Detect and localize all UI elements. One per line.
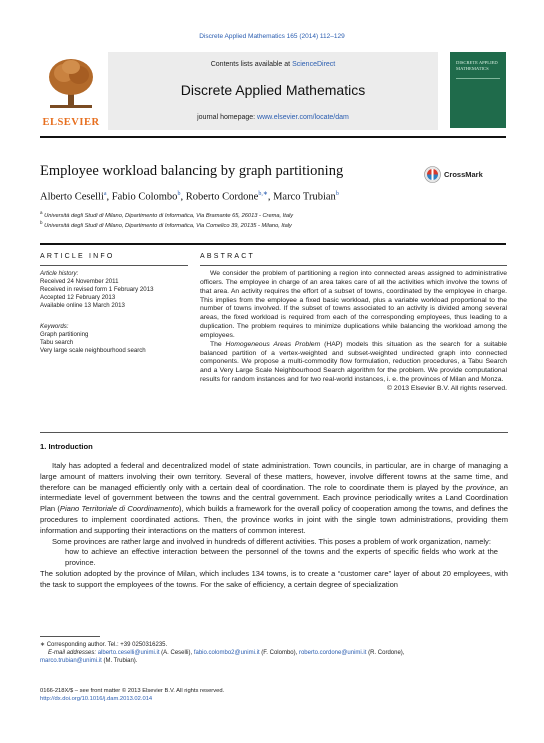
abstract-text: (HAP) models this situation as the search for a suitable balanced partition of a vertex-weighted and subset-weighted undirected graph into connected components. We propose a multi-commodity flow formulation, reduction procedures, a Tabu Search and a Very Large Scale Neighbourhood Search algorithm for the problem. We provide computational results for random instances and for two real-world instances, i. e. the provinces of Milan and Monza. bbox=[200, 340, 507, 384]
email-addresses-cont bbox=[40, 657, 508, 665]
affiliation-marker: b bbox=[40, 220, 43, 225]
history-item: Received 24 November 2011 bbox=[40, 277, 119, 285]
body-paragraph bbox=[40, 461, 508, 537]
footnote-rule bbox=[40, 636, 100, 637]
keyword: Very large scale neighbourhood search bbox=[40, 346, 146, 354]
author-name[interactable]: Fabio Colombo bbox=[111, 191, 178, 203]
affiliation bbox=[40, 210, 293, 219]
body-paragraph: Some provinces are rather large and involved in hundreds of different activities. This poses a problem of work organization, namely: bbox=[52, 536, 491, 546]
cover-title: DISCRETE APPLIED MATHEMATICS bbox=[456, 60, 498, 71]
author-name[interactable]: Roberto Cordone bbox=[185, 191, 259, 203]
body-text: ), which builds a framework for the overall policy of cooperation among the towns, and defines the procedures to implement coordinated actions. Then, the province works in joint with the single town administrations, providing them information and supporting their interactions on the matters of common interest. bbox=[40, 504, 509, 535]
section-heading-introduction: 1. Introduction bbox=[40, 442, 93, 451]
section-rule bbox=[40, 243, 506, 245]
elsevier-wordmark: ELSEVIER bbox=[42, 117, 100, 128]
info-rule bbox=[40, 265, 188, 266]
affiliation-text: Università degli Studi di Milano, Dipartimento di Informatica, Via Comelico 39, 20135 - Milano, Italy bbox=[44, 222, 292, 229]
journal-header bbox=[40, 52, 506, 130]
publication-meta bbox=[40, 687, 224, 703]
abstract-end-rule bbox=[40, 432, 508, 433]
body-paragraph: The solution adopted by the province of Milan, which includes 134 towns, is to create a “customer care” layer of about 20 employees, with the task to support the employees of the towns. For the sake of efficiency, a certain degree of specialization bbox=[40, 568, 508, 589]
email-addresses bbox=[40, 649, 508, 657]
email-owner: (F. Colombo), bbox=[259, 650, 299, 657]
journal-citation[interactable]: Discrete Applied Mathematics 165 (2014) 112–129 bbox=[199, 33, 345, 40]
homepage-line bbox=[108, 114, 438, 121]
keywords bbox=[40, 323, 146, 355]
history-item: Accepted 12 February 2013 bbox=[40, 293, 116, 301]
contents-line bbox=[108, 61, 438, 68]
history-label: Article history: bbox=[40, 270, 79, 277]
email-link[interactable]: marco.trubian@unimi.it bbox=[40, 658, 102, 665]
email-link[interactable]: roberto.cordone@unimi.it bbox=[298, 650, 367, 657]
doi-link[interactable]: http://dx.doi.org/10.1016/j.dam.2013.02.014 bbox=[40, 696, 153, 703]
article-title: Employee workload balancing by graph partitioning bbox=[40, 163, 344, 179]
history-item: Available online 13 March 2013 bbox=[40, 301, 125, 309]
body-text: Italy has adopted a federal and decentralized model of state administration. Town councils, in particular, are in charge of managing a large amount of matters involving their own territory. Several of these matters, however, involve different towns at the same time, and therefore can be managed efficiently only with a certain deal of coordination. The role to coordinate them is played by the bbox=[40, 461, 508, 492]
journal-banner bbox=[108, 52, 438, 130]
email-owner: (M. Trubian). bbox=[101, 658, 138, 665]
body-emphasis: Piano Territoriale di Coordinamento bbox=[59, 504, 179, 514]
body-emphasis: province bbox=[465, 482, 495, 492]
email-link[interactable]: alberto.ceselli@unimi.it bbox=[97, 650, 160, 657]
history-item: Received in revised form 1 February 2013 bbox=[40, 285, 154, 293]
abstract-text: The bbox=[210, 340, 226, 348]
crossmark-label: CrossMark bbox=[444, 170, 483, 179]
journal-title: Discrete Applied Mathematics bbox=[180, 82, 366, 98]
email-label: E-mail addresses: bbox=[48, 650, 97, 657]
corresponding-author-note: ∗ Corresponding author. Tel.: +39 0250316235. bbox=[40, 642, 168, 648]
homepage-link[interactable]: www.elsevier.com/locate/dam bbox=[257, 114, 349, 121]
footnotes bbox=[40, 641, 508, 666]
author-affil-marker[interactable]: b bbox=[335, 191, 339, 197]
copyright-notice: © 2013 Elsevier B.V. All rights reserved. bbox=[387, 384, 507, 392]
cover-decoration bbox=[456, 78, 500, 118]
body-text: , an intermediate level of government between the towns and the central government. Each province periodically writes a Land Coordination Plan ( bbox=[40, 482, 509, 514]
affiliation bbox=[40, 220, 292, 229]
crossmark-icon bbox=[424, 166, 441, 183]
introduction-body bbox=[40, 461, 508, 591]
email-owner: (R. Cordone), bbox=[366, 650, 405, 657]
author-list: Alberto Ceselli$^a$, Fabio Colombo$^b$, Roberto Cordone$^{b,∗}$, Marco Trubian$^b$ bbox=[40, 191, 339, 203]
crossmark-button[interactable] bbox=[424, 166, 508, 184]
contents-prefix: Contents lists available at bbox=[210, 61, 293, 68]
keywords-label: Keywords: bbox=[40, 323, 69, 330]
journal-cover-thumbnail[interactable] bbox=[450, 52, 506, 128]
header-rule bbox=[40, 136, 506, 138]
author-name[interactable]: Marco Trubian bbox=[273, 191, 336, 203]
author-affil-marker[interactable]: b bbox=[177, 191, 181, 197]
elsevier-logo[interactable] bbox=[40, 55, 102, 127]
author-name[interactable]: Alberto Ceselli bbox=[40, 191, 104, 203]
email-owner: (A. Ceselli), bbox=[159, 650, 194, 657]
homepage-prefix: journal homepage: bbox=[197, 114, 258, 121]
issn-line: 0166-218X/$ – see front matter © 2013 Elsevier B.V. All rights reserved. bbox=[40, 688, 225, 694]
article-info-heading: ARTICLE INFO bbox=[40, 253, 115, 260]
author-affil-marker[interactable]: a bbox=[103, 191, 107, 197]
affiliation-marker: a bbox=[40, 210, 43, 215]
affiliation-text: Università degli Studi di Milano, Dipartimento di Informatica, Via Bramante 65, 26013 - Crema, Italy bbox=[44, 212, 294, 219]
abstract-paragraph bbox=[200, 341, 507, 385]
email-link[interactable]: fabio.colombo2@unimi.it bbox=[193, 650, 260, 657]
abstract-rule bbox=[200, 265, 507, 266]
abstract-heading: ABSTRACT bbox=[200, 253, 255, 260]
keyword: Graph partitioning bbox=[40, 330, 89, 338]
elsevier-tree-icon bbox=[46, 55, 96, 109]
abstract-term: Homogeneous Areas Problem bbox=[225, 340, 321, 348]
abstract-body bbox=[200, 270, 507, 394]
block-quote: how to achieve an effective interaction between the personnel of the towns and the experts of specific fields who work at the province. bbox=[65, 547, 498, 568]
author-affil-marker[interactable]: b,∗ bbox=[258, 191, 268, 197]
abstract-paragraph: We consider the problem of partitioning a region into connected areas assigned to administrative officers. The employee in charge of an area takes care of all the activities which involve the towns of that area. An activity requires the effort of a subset of towns, coordinated by the employee in charge. This implies from the employee a fixed basic workload, plus a variable workload proportional to the number of towns involved. If the subset of towns associated to an activity is divided among several areas, the fixed workload is required from each of the corresponding employees, thus leading to a duplication. The problem requires to minimize duplications while balancing the workload among the employees. bbox=[200, 270, 507, 339]
article-history bbox=[40, 270, 153, 310]
sciencedirect-link[interactable]: ScienceDirect bbox=[292, 61, 336, 68]
keyword: Tabu search bbox=[40, 338, 74, 346]
